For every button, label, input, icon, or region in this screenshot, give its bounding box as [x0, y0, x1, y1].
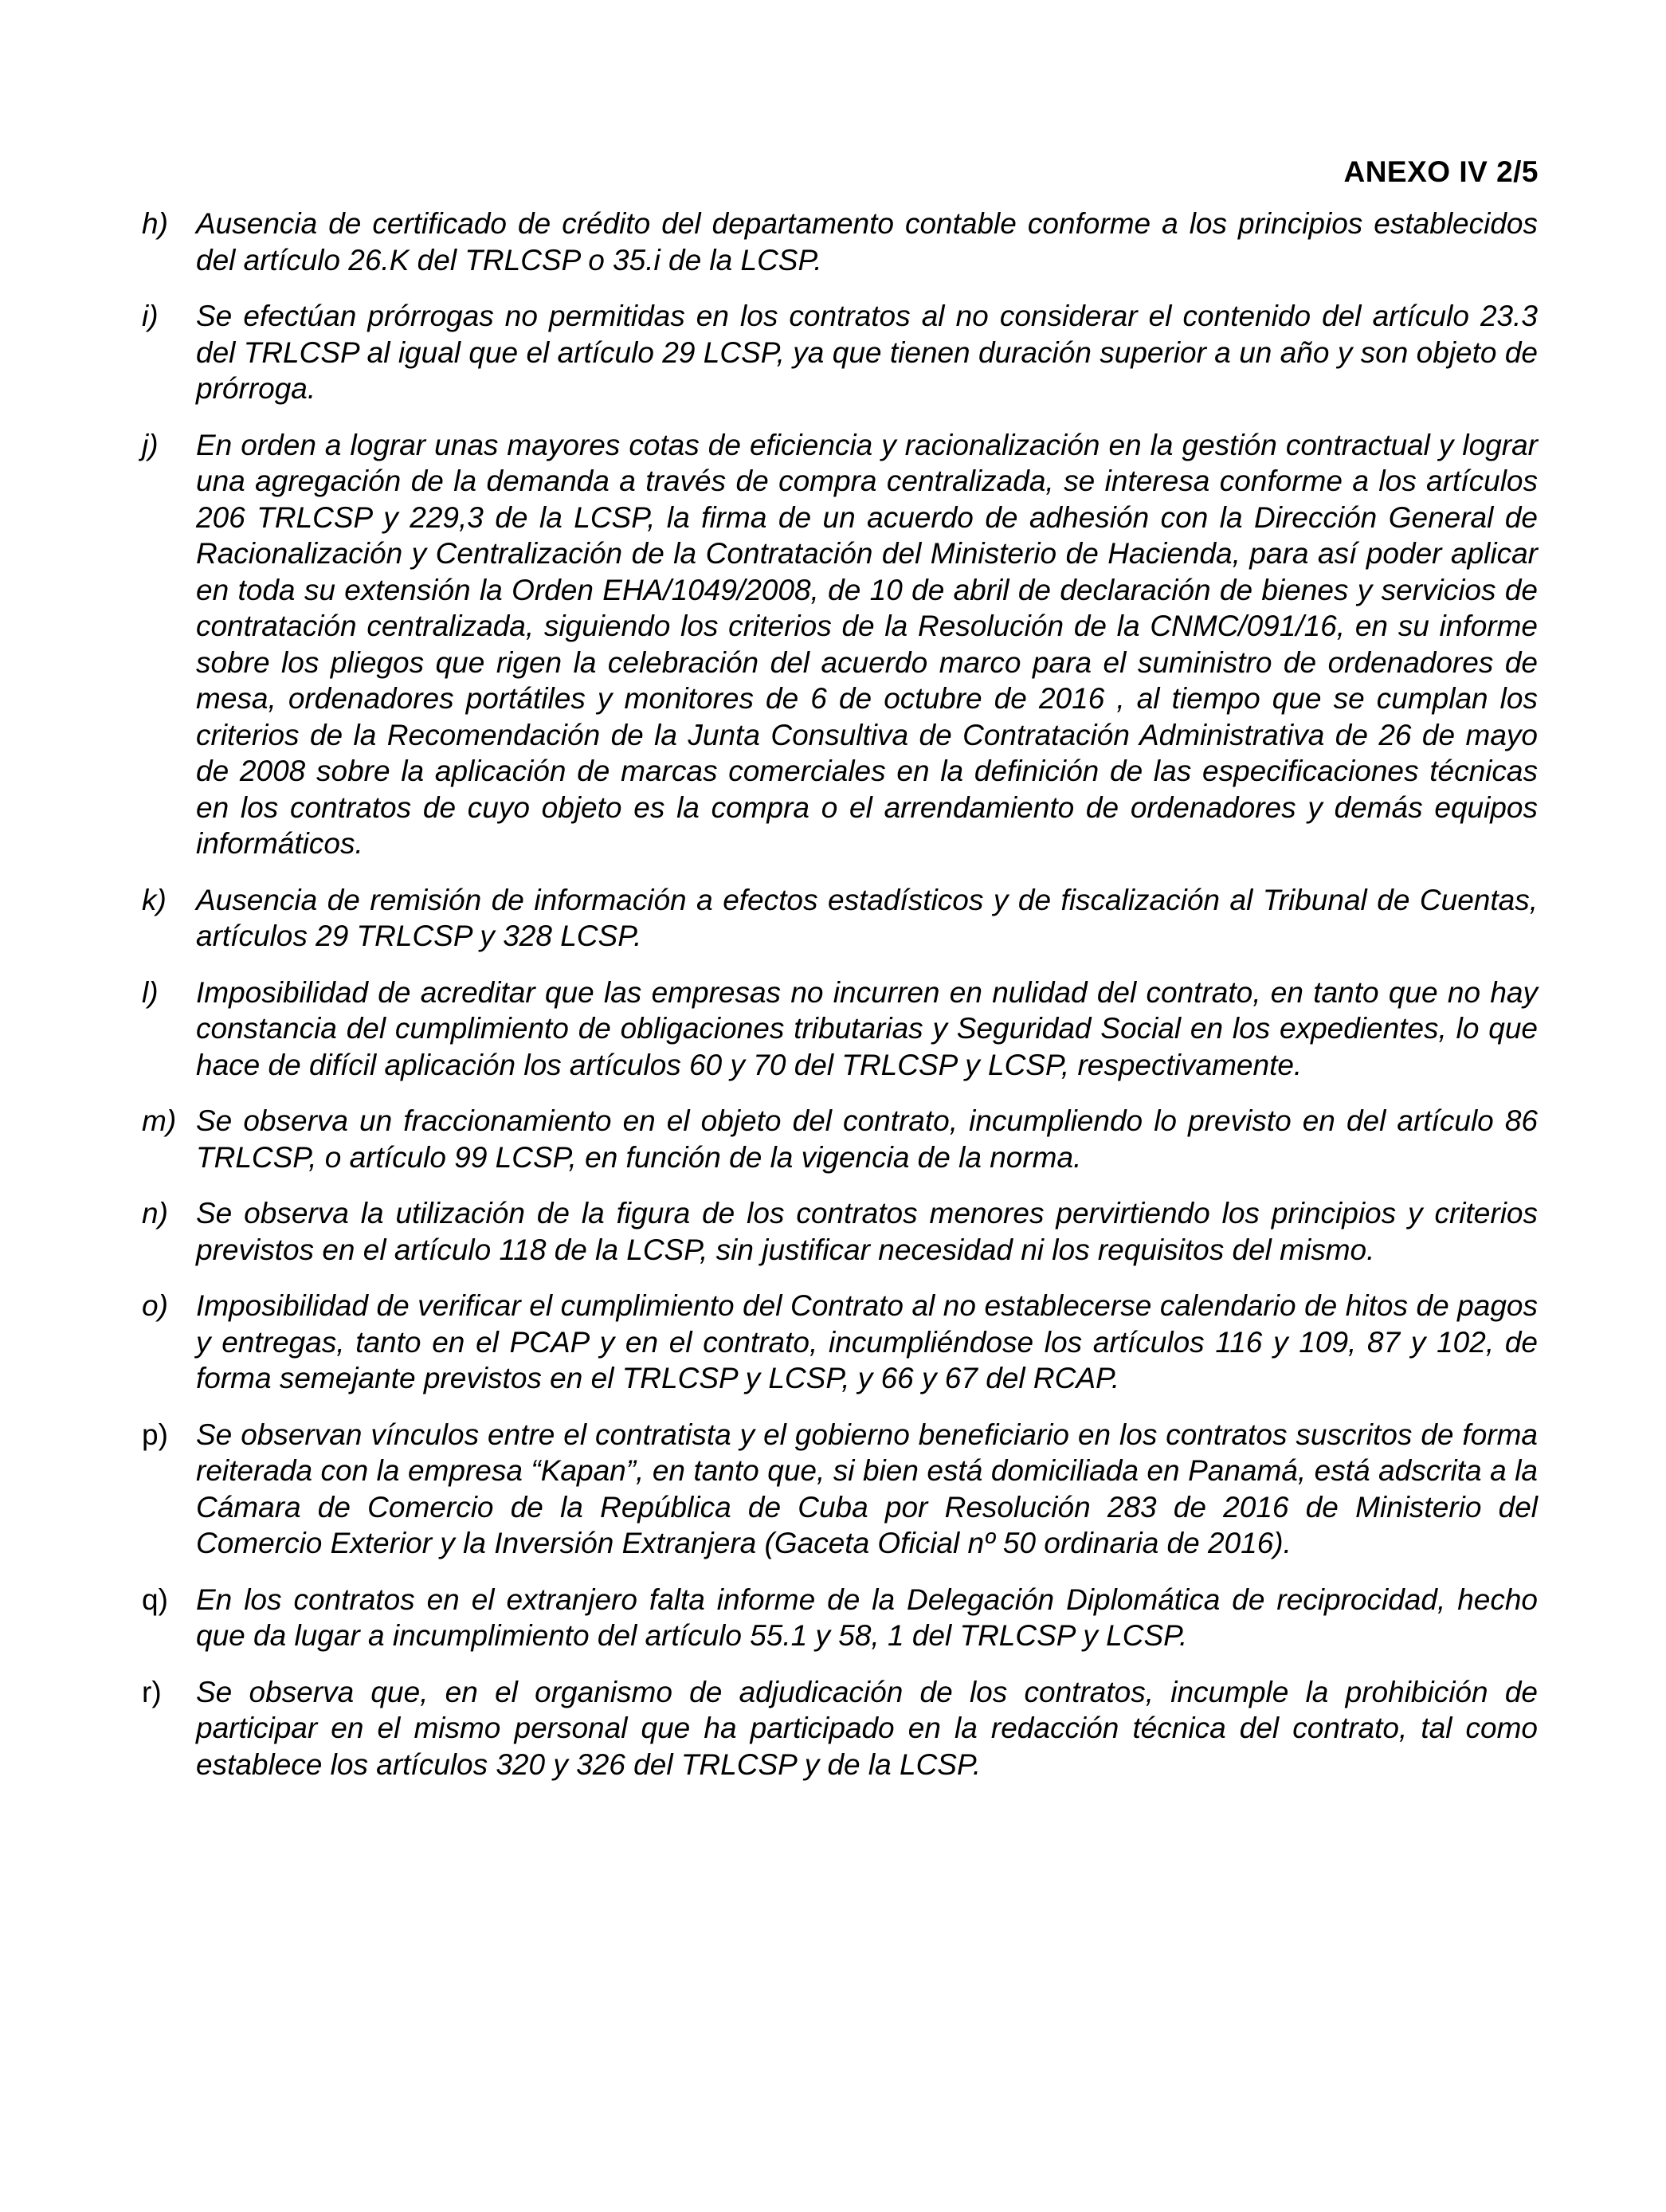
item-text: Se observan vínculos entre el contratista y el gobierno beneficiario en los contratos suscritos de forma reiterada con la empresa “Kapan”, en tanto que, si bien está domiciliada en Panamá, está adscrita a la Cámara de Comercio de la República de Cuba por Resolución 283 de 2016 de Ministerio del Comercio Exterior y la Inversión Extranjera (Gaceta Oficial nº 50 ordinaria de 2016).: [196, 1418, 1538, 1559]
annex-title: ANEXO IV 2/5: [1343, 155, 1539, 188]
list-item: [142, 1103, 1538, 1175]
item-marker: m): [142, 1104, 177, 1137]
item-text: En orden a lograr unas mayores cotas de eficiencia y racionalización en la gestión contractual y lograr una agregación de la demanda a través de compra centralizada, se interesa conforme a los artículos 206 TRLCSP y 229,3 de la LCSP, la firma de un acuerdo de adhesión con la Dirección General de Racionalización y Centralización de la Contratación del Ministerio de Hacienda, para así poder aplicar en toda su extensión la Orden EHA/1049/2008, de 10 de abril de declaración de bienes y servicios de contratación centralizada, siguiendo los criterios de la Resolución de la CNMC/091/16, en su informe sobre los pliegos que rigen la celebración del acuerdo marco para el suministro de ordenadores de mesa, ordenadores portátiles y monitores de 6 de octubre de 2016 , al tiempo que se cumplan los criterios de la Recomendación de la Junta Consultiva de Contratación Administrativa de 26 de mayo de 2008 sobre la aplicación de marcas comerciales en la definición de las especificaciones técnicas en los contratos de cuyo objeto es la compra o el arrendamiento de ordenadores y demás equipos informáticos.: [196, 428, 1538, 860]
list-item: [142, 1674, 1538, 1783]
item-marker: h): [142, 207, 168, 240]
item-text: Ausencia de remisión de información a efectos estadísticos y de fiscalización al Tribunal de Cuentas, artículos 29 TRLCSP y 328 LCSP.: [196, 883, 1538, 952]
item-marker: p): [142, 1418, 168, 1451]
item-marker: i): [142, 300, 159, 332]
list-item: [142, 1288, 1538, 1397]
item-text: Imposibilidad de acreditar que las empresas no incurren en nulidad del contrato, en tanto que no hay constancia del cumplimiento de obligaciones tributarias y Seguridad Social en los expedientes, lo que hace de difícil aplicación los artículos 60 y 70 del TRLCSP y LCSP, respectivamente.: [196, 975, 1538, 1081]
list-item: [142, 1195, 1538, 1268]
item-text: Se efectúan prórrogas no permitidas en los contratos al no considerar el contenido del artículo 23.3 del TRLCSP al igual que el artículo 29 LCSP, ya que tienen duración superior a un año y son objeto de prórroga.: [196, 300, 1538, 405]
list-item: [142, 975, 1538, 1084]
list-item: [142, 1582, 1538, 1654]
item-marker: k): [142, 883, 167, 916]
findings-list: [142, 206, 1538, 1802]
item-text: Se observa la utilización de la figura de los contratos menores pervirtiendo los principios y criterios previstos en el artículo 118 de la LCSP, sin justificar necesidad ni los requisitos del mismo.: [196, 1197, 1538, 1266]
item-marker: o): [142, 1289, 168, 1322]
item-marker: j): [142, 428, 159, 461]
item-marker: q): [142, 1583, 168, 1616]
list-item: [142, 206, 1538, 278]
item-marker: n): [142, 1197, 168, 1230]
item-marker: r): [142, 1675, 162, 1708]
item-marker: l): [142, 975, 159, 1009]
item-text: Ausencia de certificado de crédito del departamento contable conforme a los principios establecidos del artículo 26.K del TRLCSP o 35.i de la LCSP.: [196, 207, 1538, 276]
item-text: Se observa que, en el organismo de adjudicación de los contratos, incumple la prohibición de participar en el mismo personal que ha participado en la redacción técnica del contrato, tal como establece los artículos 320 y 326 del TRLCSP y de la LCSP.: [196, 1675, 1538, 1781]
list-item: [142, 1417, 1538, 1562]
list-item: [142, 298, 1538, 407]
item-text: En los contratos en el extranjero falta informe de la Delegación Diplomática de reciprocidad, hecho que da lugar a incumplimiento del artículo 55.1 y 58, 1 del TRLCSP y LCSP.: [196, 1583, 1538, 1652]
list-item: [142, 427, 1538, 862]
item-text: Imposibilidad de verificar el cumplimiento del Contrato al no establecerse calendario de hitos de pagos y entregas, tanto en el PCAP y en el contrato, incumpliéndose los artículos 116 y 109, 87 y 102, de forma semejante previstos en el TRLCSP y LCSP, y 66 y 67 del RCAP.: [196, 1289, 1538, 1394]
item-text: Se observa un fraccionamiento en el objeto del contrato, incumpliendo lo previsto en del artículo 86 TRLCSP, o artículo 99 LCSP, en función de la vigencia de la norma.: [196, 1104, 1538, 1174]
list-item: [142, 882, 1538, 955]
